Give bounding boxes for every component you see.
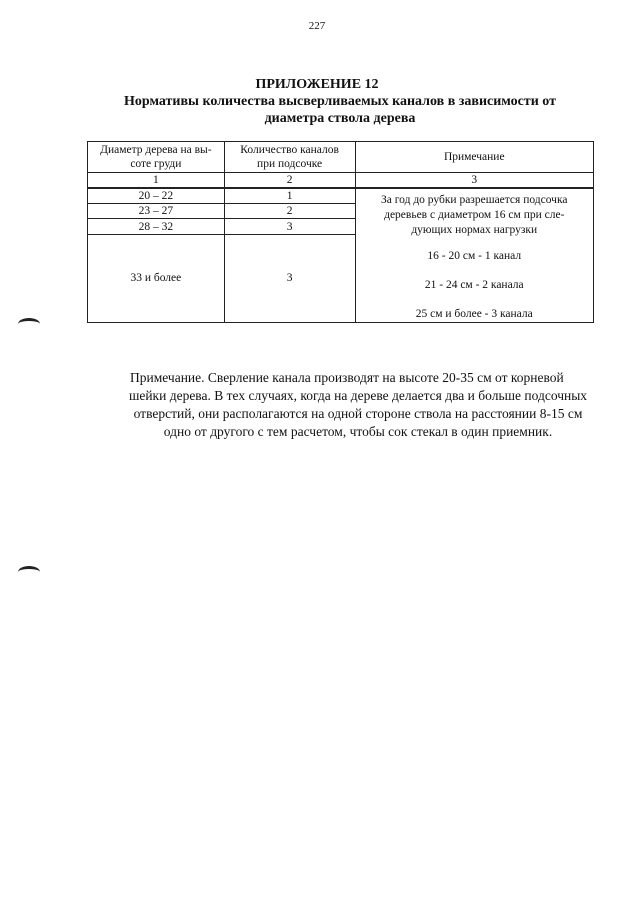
header-diameter: Диаметр дерева на вы- соте груди <box>88 142 225 173</box>
note-intro-line: дующих нормах нагрузки <box>411 224 538 236</box>
note-cell <box>355 188 594 323</box>
diameter-cell: 23 – 27 <box>88 204 225 219</box>
table-row <box>88 188 594 204</box>
note-paragraph <box>118 369 598 441</box>
page-number: 227 <box>308 20 326 32</box>
column-number: 1 <box>88 173 225 189</box>
note-item: 25 см и более - 3 канала <box>415 308 533 320</box>
channels-cell: 3 <box>224 234 355 322</box>
channels-cell: 1 <box>224 188 355 204</box>
note-paragraph-line: одно от другого с тем расчетом, чтобы сок стекал в один приемник. <box>163 424 553 439</box>
column-number: 3 <box>355 173 594 189</box>
table-header-row <box>88 142 594 173</box>
column-number-row <box>88 173 594 189</box>
note-paragraph-line: Примечание. Сверление канала производят на высоте 20-35 см от корневой <box>130 370 564 385</box>
norms-table <box>87 141 594 323</box>
subtitle-line: Нормативы количества высверливаемых каналов в зависимости от <box>123 94 556 109</box>
diameter-cell: 28 – 32 <box>88 219 225 234</box>
appendix-subtitle <box>90 93 590 127</box>
binding-hole-mark <box>18 566 40 578</box>
subtitle-line: диаметра ствола дерева <box>264 111 416 126</box>
header-channels: Количество каналов при подсочке <box>224 142 355 173</box>
note-paragraph-line: шейки дерева. В тех случаях, когда на дереве делается два и больше подсочных <box>128 388 588 403</box>
note-item: 16 - 20 см - 1 канал <box>427 250 522 262</box>
channels-cell: 2 <box>224 204 355 219</box>
diameter-cell: 20 – 22 <box>88 188 225 204</box>
note-intro-line: деревьев с диаметром 16 см при сле- <box>384 209 565 221</box>
channels-cell: 3 <box>224 219 355 234</box>
note-paragraph-line: отверстий, они располагаются на одной стороне ствола на расстоянии 8-15 см <box>133 406 583 421</box>
diameter-cell: 33 и более <box>88 234 225 322</box>
appendix-title: ПРИЛОЖЕНИЕ 12 <box>255 77 379 92</box>
note-intro-line: За год до рубки разрешается подсочка <box>381 194 568 206</box>
column-number: 2 <box>224 173 355 189</box>
note-item: 21 - 24 см - 2 канала <box>424 279 524 291</box>
binding-hole-mark <box>18 318 40 330</box>
header-note: Примечание <box>355 142 594 173</box>
